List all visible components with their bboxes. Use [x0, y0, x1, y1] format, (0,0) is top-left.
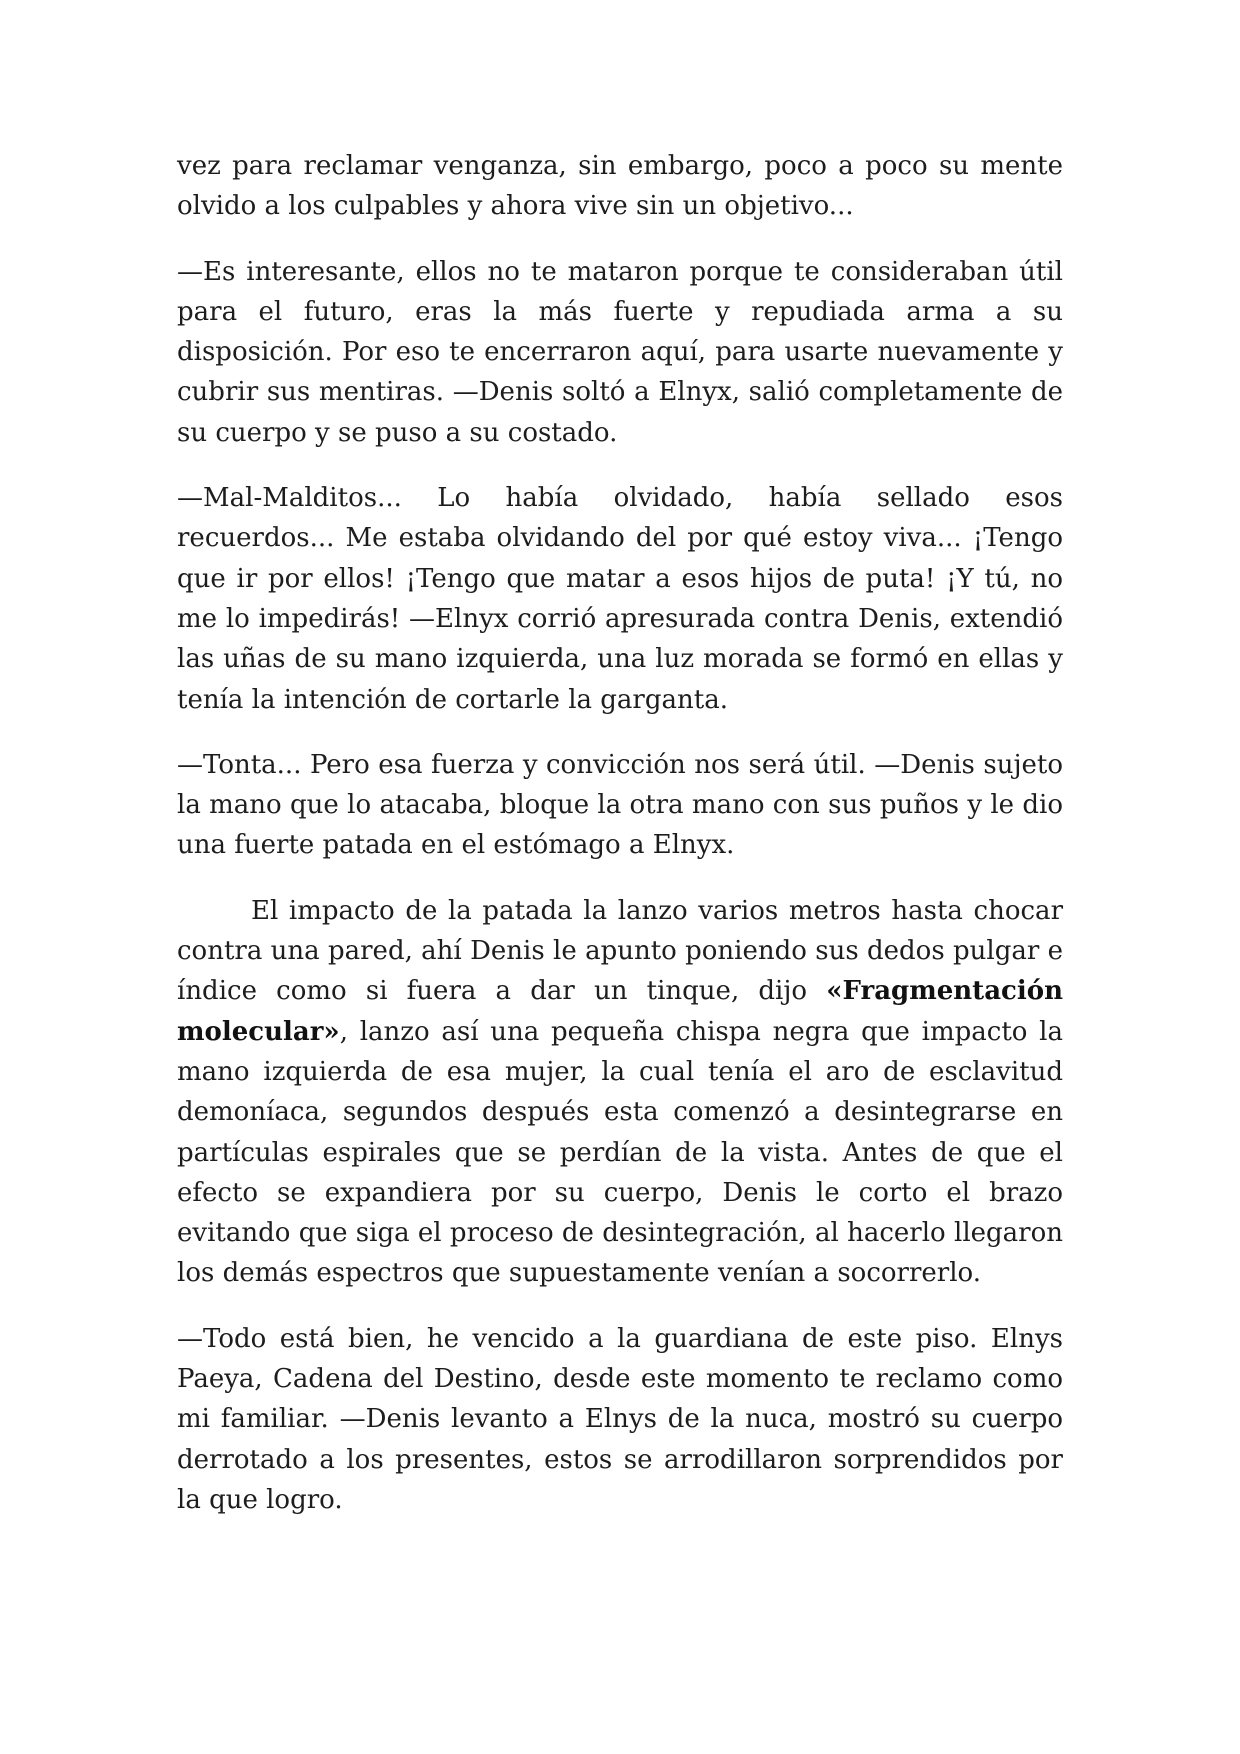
paragraph: —Mal-Malditos... Lo había olvidado, había sellado esos recuerdos... Me estaba olvidando del por qué estoy viva... ¡Tengo que ir por ellos! ¡Tengo que matar a esos hijos de puta! ¡Y tú, no me lo impedirás! —Elnyx corrió apresurada contra Denis, extendió las uñas de su mano izquierda, una luz morada se formó en ellas y tenía la intención de cortarle la garganta.	[177, 483, 1063, 715]
spell-name: «Fragmentación molecular»	[177, 976, 1063, 1047]
paragraph: vez para reclamar venganza, sin embargo, poco a poco su mente olvido a los culpables y ahora vive sin un objetivo...	[177, 151, 1063, 222]
paragraph: —Es interesante, ellos no te mataron porque te consideraban útil para el futuro, eras la más fuerte y repudiada arma a su disposición. Por eso te encerraron aquí, para usarte nuevamente y cubrir sus mentiras. —Denis soltó a Elnyx, salió completamente de su cuerpo y se puso a su costado.	[177, 256, 1063, 448]
paragraph: —Todo está bien, he vencido a la guardiana de este piso. Elnys Paeya, Cadena del Destino, desde este momento te reclamo como mi familiar. —Denis levanto a Elnys de la nuca, mostró su cuerpo derrotado a los presentes, estos se arrodillaron sorprendidos por la que logro.	[177, 1323, 1063, 1515]
paragraph: —Tonta... Pero esa fuerza y convicción nos será útil. —Denis sujeto la mano que lo atacaba, bloque la otra mano con sus puños y le dio una fuerte patada en el estómago a Elnyx.	[177, 749, 1063, 861]
page-body	[177, 146, 1063, 1545]
paragraph-text: , lanzo así una pequeña chispa negra que impacto la mano izquierda de esa mujer, la cual tenía el aro de esclavitud demoníaca, segundos después esta comenzó a desintegrarse en partículas espirales que se perdían de la vista. Antes de que el efecto se expandiera por su cuerpo, Denis le corto el brazo evitando que siga el proceso de desintegración, al hacerlo llegaron los demás espectros que supuestamente venían a socorrerlo.	[177, 1016, 1063, 1289]
paragraph-text: El impacto de la patada la lanzo varios metros hasta chocar contra una pared, ahí Denis le apunto poniendo sus dedos pulgar e índice como si fuera a dar un tinque, dijo	[177, 895, 1063, 1007]
paragraph	[177, 891, 1063, 1294]
